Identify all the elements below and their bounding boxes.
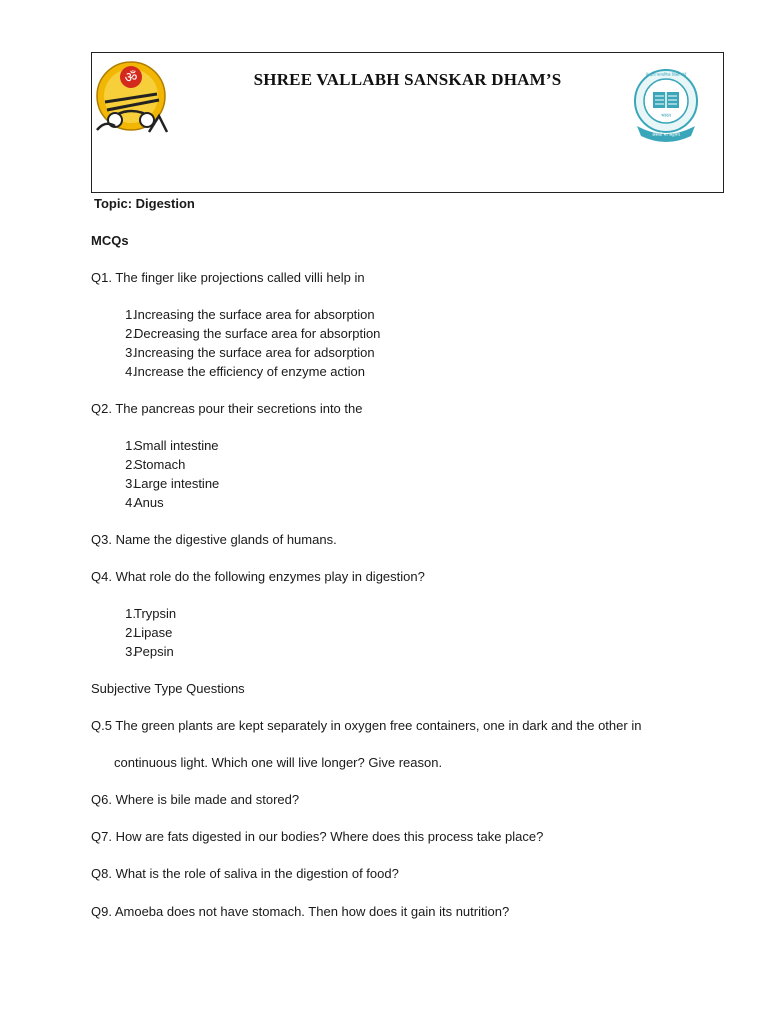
subjective-heading: Subjective Type Questions [91, 681, 245, 696]
option-text: Lipase [134, 625, 173, 640]
om-glyph: ॐ [124, 70, 138, 86]
option-text: Large intestine [134, 476, 220, 491]
mcqs-heading: MCQs [91, 233, 129, 248]
option-text: Increasing the surface area for adsorption [134, 345, 375, 360]
option-number: 1. [125, 307, 136, 322]
question-5-line-1: Q.5 The green plants are kept separately in oxygen free containers, one in dark and the other in [91, 718, 642, 733]
question-8: Q8. What is the role of saliva in the digestion of food? [91, 866, 399, 881]
option-text: Increasing the surface area for absorption [134, 307, 375, 322]
question-7: Q7. How are fats digested in our bodies? Where does this process take place? [91, 829, 544, 844]
option-text: Increase the efficiency of enzyme action [134, 364, 365, 379]
board-logo-right [631, 68, 701, 142]
option-number: 3. [125, 476, 136, 491]
option-text: Pepsin [134, 644, 174, 659]
question-6: Q6. Where is bile made and stored? [91, 792, 300, 807]
option-number: 4. [125, 495, 136, 510]
board-logo-top-text: केन्द्रीय माध्यमिक शिक्षा बोर्ड [645, 72, 687, 77]
board-logo-mid-text: भारत [661, 113, 671, 119]
school-title: SHREE VALLABH SANSKAR DHAM’S [253, 70, 562, 89]
option-number: 4. [125, 364, 136, 379]
question-5-line-2: continuous light. Which one will live longer? Give reason. [114, 755, 443, 770]
option-number: 1. [125, 606, 136, 621]
question-9: Q9. Amoeba does not have stomach. Then how does it gain its nutrition? [91, 904, 510, 919]
option-text: Trypsin [134, 606, 177, 621]
question-4: Q4. What role do the following enzymes play in digestion? [91, 569, 425, 584]
question-2: Q2. The pancreas pour their secretions into the [91, 401, 363, 416]
board-logo-motto: असतो मा सद्गमय [652, 133, 680, 138]
option-text: Small intestine [134, 438, 219, 453]
topic-heading: Topic: Digestion [94, 196, 195, 211]
option-number: 3. [125, 345, 136, 360]
option-number: 2. [125, 326, 136, 341]
question-3: Q3. Name the digestive glands of humans. [91, 532, 337, 547]
header-box [91, 52, 724, 193]
option-text: Stomach [134, 457, 186, 472]
question-1: Q1. The finger like projections called villi help in [91, 270, 365, 285]
option-number: 3. [125, 644, 136, 659]
option-text: Anus [134, 495, 164, 510]
option-number: 2. [125, 625, 136, 640]
option-text: Decreasing the surface area for absorption [134, 326, 381, 341]
option-number: 1. [125, 438, 136, 453]
option-number: 2. [125, 457, 136, 472]
